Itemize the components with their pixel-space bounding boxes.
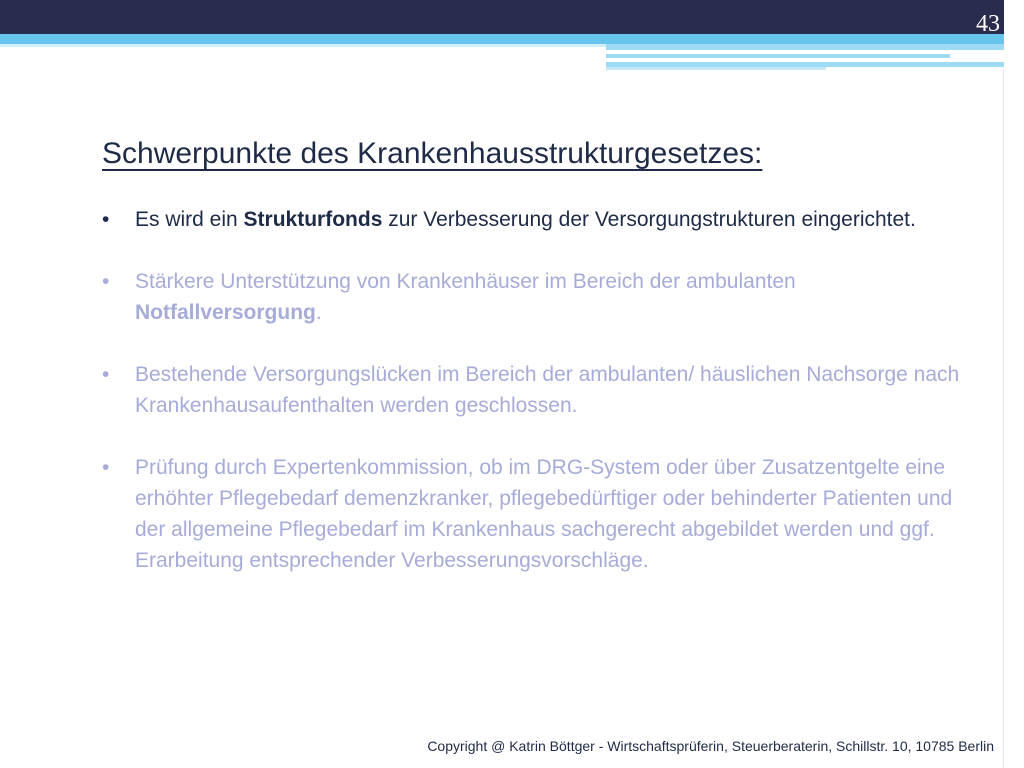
list-item: [100, 204, 960, 235]
bullet-text: Stärkere Unterstützung von Krankenhäuser im Bereich der ambulanten: [135, 270, 796, 293]
page-number: 43: [976, 11, 1000, 37]
list-item: [100, 452, 960, 576]
bullet-text: Bestehende Versorgungslücken im Bereich der ambulanten/ häuslichen Nachsorge nach Krankenhausaufenthalten werden geschlossen.: [135, 363, 960, 417]
header-accent-stripe: [606, 54, 950, 58]
bullet-icon: •: [102, 208, 110, 231]
slide-title: Schwerpunkte des Krankenhausstrukturgesetzes:: [102, 137, 763, 170]
list-item: [100, 266, 960, 328]
header-bar: [0, 0, 1004, 34]
bullet-text: Prüfung durch Expertenkommission, ob im DRG-System oder über Zusatzentgelte eine erhöhter Pflegebedarf demenzkranker, pflegebedürftiger oder behinderter Patienten und der allgemeine Pflegebedarf im Krankenhaus sachgerecht abgebildet werden und ggf. Erarbeitung entsprechender Verbesserungsvorschläge.: [135, 456, 953, 572]
bullet-text: zur Verbesserung der Versorgungstrukturen eingerichtet.: [382, 208, 916, 231]
bullet-icon: •: [102, 363, 110, 386]
list-item: [100, 359, 960, 421]
right-divider-line: [1003, 70, 1004, 768]
bullet-text: .: [315, 301, 322, 324]
bullet-emphasis: Notfallversorgung: [135, 301, 316, 324]
bullet-text: Es wird ein: [135, 208, 244, 231]
bullet-icon: •: [102, 456, 110, 479]
header-accent-stripe: [606, 44, 1004, 50]
footer-copyright: Copyright @ Katrin Böttger - Wirtschaftsprüferin, Steuerberaterin, Schillstr. 10, 10785 Berlin: [427, 738, 994, 754]
header-accent-band: [0, 34, 1004, 44]
bullet-emphasis: Strukturfonds: [243, 208, 383, 231]
header-accent-stripe: [606, 67, 826, 70]
right-divider: [1004, 0, 1006, 768]
bullet-list: [100, 204, 960, 607]
bullet-icon: •: [102, 270, 110, 293]
